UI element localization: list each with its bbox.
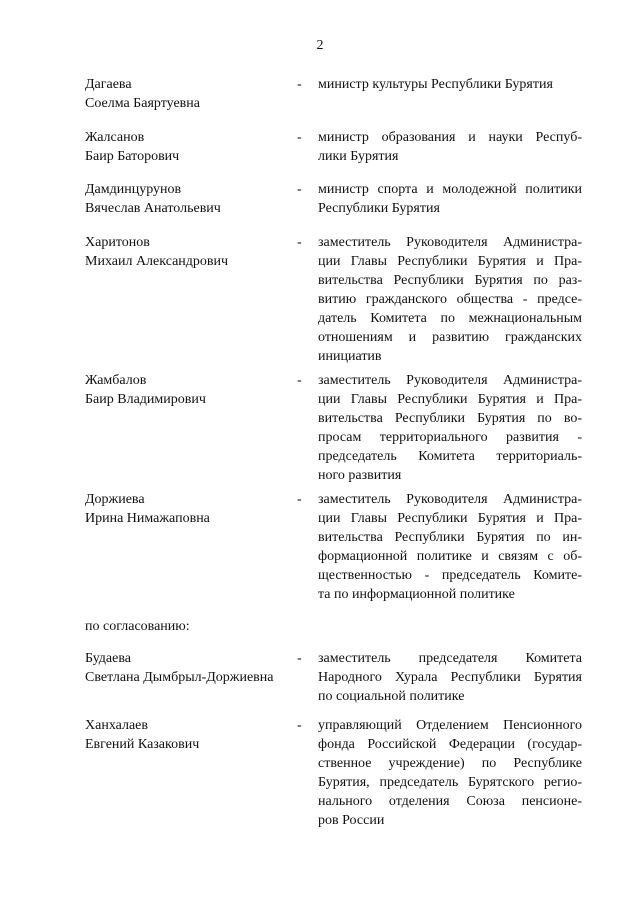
page-number: 2: [316, 38, 324, 53]
role-line: формационной политике и связям с об-: [318, 549, 582, 564]
member-given-name: Баир Баторович: [85, 149, 180, 164]
member-surname: Дамдинцурунов: [85, 182, 182, 197]
role-line: ции Главы Республики Бурятия и Пра-: [318, 254, 582, 269]
role-line: просам территориального развития -: [318, 430, 582, 445]
member-name: [85, 716, 295, 754]
role-line: председатель Комитета территориаль-: [318, 449, 582, 464]
member-role: [318, 128, 582, 166]
role-line: заместитель Руководителя Администра-: [318, 235, 582, 250]
member-name: [85, 490, 295, 528]
dash-separator: -: [297, 77, 302, 92]
dash-separator: -: [297, 182, 302, 197]
role-line: та по информационной политике: [318, 587, 515, 602]
dash-separator: -: [297, 718, 302, 733]
member-name: [85, 649, 295, 687]
role-line: по социальной политике: [318, 689, 465, 704]
role-line: Бурятия, председатель Бурятского регио-: [318, 775, 582, 790]
role-line: министр спорта и молодежной политики: [318, 182, 582, 197]
member-given-name: Соелма Баяртуевна: [85, 96, 200, 111]
member-given-name: Ирина Нимажаповна: [85, 511, 210, 526]
section-label: по согласованию:: [85, 619, 190, 634]
member-surname: Доржиева: [85, 492, 145, 507]
member-given-name: Баир Владимирович: [85, 392, 206, 407]
member-surname: Жалсанов: [85, 130, 145, 145]
role-line: управляющий Отделением Пенсионного: [318, 718, 582, 733]
dash-separator: -: [297, 373, 302, 388]
role-line: вительства Республики Бурятия по во-: [318, 411, 582, 426]
role-line: вительства Республики Бурятия по ин-: [318, 530, 582, 545]
role-line: вительства Республики Бурятия по раз-: [318, 273, 582, 288]
member-role: [318, 371, 582, 485]
role-line: ции Главы Республики Бурятия и Пра-: [318, 511, 582, 526]
member-name: [85, 75, 295, 113]
dash-separator: -: [297, 235, 302, 250]
member-given-name: Евгений Казакович: [85, 737, 200, 752]
dash-separator: -: [297, 130, 302, 145]
role-line: датель Комитета по межнациональным: [318, 311, 582, 326]
role-line: лики Бурятия: [318, 149, 399, 164]
role-line: отношениям и развитию гражданских: [318, 330, 582, 345]
role-line: министр культуры Республики Бурятия: [318, 77, 553, 92]
member-name: [85, 233, 295, 271]
member-name: [85, 180, 295, 218]
dash-separator: -: [297, 492, 302, 507]
dash-separator: -: [297, 651, 302, 666]
member-given-name: Вячеслав Анатольевич: [85, 201, 221, 216]
member-role: [318, 716, 582, 830]
role-line: фонда Российской Федерации (государ-: [318, 737, 582, 752]
role-line: инициатив: [318, 349, 382, 364]
role-line: заместитель председателя Комитета: [318, 651, 582, 666]
member-given-name: Светлана Дымбрыл-Доржиевна: [85, 670, 274, 685]
member-name: [85, 128, 295, 166]
member-name: [85, 371, 295, 409]
role-line: нального отделения Союза пенсионе-: [318, 794, 582, 809]
member-given-name: Михаил Александрович: [85, 254, 229, 269]
role-line: ного развития: [318, 468, 402, 483]
member-surname: Харитонов: [85, 235, 150, 250]
member-role: [318, 233, 582, 366]
role-line: щественностью - председатель Комите-: [318, 568, 582, 583]
role-line: ров России: [318, 813, 385, 828]
member-surname: Ханхалаев: [85, 718, 148, 733]
member-role: [318, 180, 582, 218]
role-line: ственное учреждение) по Республике: [318, 756, 582, 771]
role-line: Республики Бурятия: [318, 201, 440, 216]
member-role: [318, 649, 582, 706]
member-surname: Дагаева: [85, 77, 132, 92]
role-line: ции Главы Республики Бурятия и Пра-: [318, 392, 582, 407]
role-line: заместитель Руководителя Администра-: [318, 373, 582, 388]
member-surname: Будаева: [85, 651, 131, 666]
role-line: министр образования и науки Респуб-: [318, 130, 582, 145]
role-line: Народного Хурала Республики Бурятия: [318, 670, 582, 685]
role-line: витию гражданского общества - предсе-: [318, 292, 582, 307]
member-role: [318, 490, 582, 604]
member-surname: Жамбалов: [85, 373, 147, 388]
role-line: заместитель Руководителя Администра-: [318, 492, 582, 507]
member-role: [318, 75, 582, 94]
